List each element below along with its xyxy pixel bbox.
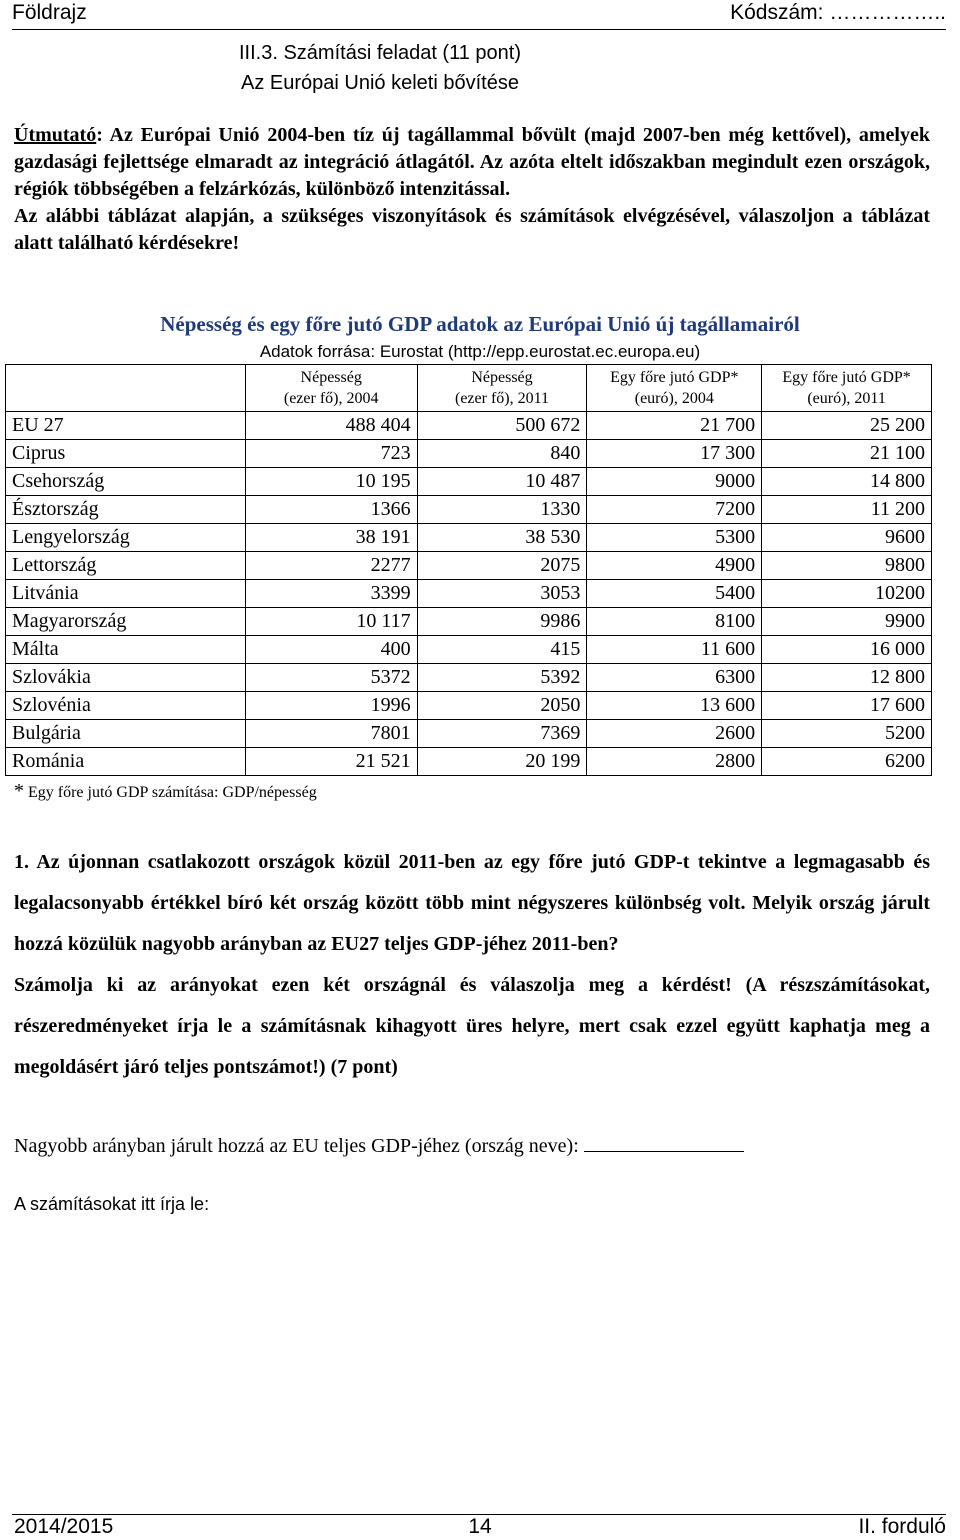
header-cell-pop2011: Népesség (ezer fő), 2011 xyxy=(417,365,587,412)
value-cell: 20 199 xyxy=(417,748,587,776)
value-cell: 14 800 xyxy=(762,468,932,496)
value-cell: 2075 xyxy=(417,552,587,580)
value-cell: 21 521 xyxy=(245,748,417,776)
country-cell: Lengyelország xyxy=(6,524,246,552)
country-cell: Észtország xyxy=(6,496,246,524)
value-cell: 5392 xyxy=(417,664,587,692)
answer-blank-field[interactable] xyxy=(584,1133,744,1152)
table-row xyxy=(6,608,932,636)
table-row xyxy=(6,468,932,496)
value-cell: 21 700 xyxy=(587,412,762,440)
value-cell: 16 000 xyxy=(762,636,932,664)
table-row xyxy=(6,524,932,552)
value-cell: 400 xyxy=(245,636,417,664)
guide-label: Útmutató xyxy=(14,124,97,146)
table-row xyxy=(6,636,932,664)
header-divider xyxy=(12,29,946,30)
value-cell: 4900 xyxy=(587,552,762,580)
value-cell: 2800 xyxy=(587,748,762,776)
value-cell: 1366 xyxy=(245,496,417,524)
value-cell: 7801 xyxy=(245,720,417,748)
footer-page-number: 14 xyxy=(468,1515,492,1538)
instruction-text: Az alábbi táblázat alapján, a szükséges viszonyítások és számítások elvégzésével, válaszoljon a táblázat alatt található kérdésekre! xyxy=(14,205,930,254)
country-cell: Lettország xyxy=(6,552,246,580)
value-cell: 2050 xyxy=(417,692,587,720)
country-cell: Csehország xyxy=(6,468,246,496)
country-cell: Szlovénia xyxy=(6,692,246,720)
value-cell: 10 195 xyxy=(245,468,417,496)
calculation-label: A számításokat itt írja le: xyxy=(14,1194,210,1214)
country-cell: Románia xyxy=(6,748,246,776)
value-cell: 10200 xyxy=(762,580,932,608)
subject-label: Földrajz xyxy=(12,1,87,24)
value-cell: 21 100 xyxy=(762,440,932,468)
value-cell: 9900 xyxy=(762,608,932,636)
country-cell: Ciprus xyxy=(6,440,246,468)
value-cell: 415 xyxy=(417,636,587,664)
country-cell: Litvánia xyxy=(6,580,246,608)
header-cell-country xyxy=(6,365,246,412)
question-block xyxy=(14,842,930,1088)
data-table xyxy=(5,364,932,776)
value-cell: 723 xyxy=(245,440,417,468)
table-row xyxy=(6,496,932,524)
intro-text xyxy=(14,122,930,257)
guide-text: : Az Európai Unió 2004-ben tíz új tagállammal bővült (majd 2007-ben még kettővel), amelyek gazdasági fejlettsége elmaradt az integráció átlagától. Az azóta eltelt időszakban megindult ezen országok, régiók többségében a felzárkózás, különböző intenzitással. xyxy=(14,124,930,200)
table-header-row xyxy=(6,365,932,412)
value-cell: 10 487 xyxy=(417,468,587,496)
table-source: Adatok forrása: Eurostat (http://epp.eurostat.ec.europa.eu) xyxy=(259,342,701,361)
value-cell: 3399 xyxy=(245,580,417,608)
value-cell: 9986 xyxy=(417,608,587,636)
table-footnote xyxy=(14,780,317,803)
value-cell: 8100 xyxy=(587,608,762,636)
value-cell: 38 191 xyxy=(245,524,417,552)
value-cell: 2277 xyxy=(245,552,417,580)
table-row xyxy=(6,748,932,776)
code-label: Kódszám: …………….. xyxy=(730,1,946,24)
value-cell: 1330 xyxy=(417,496,587,524)
value-cell: 5200 xyxy=(762,720,932,748)
value-cell: 11 200 xyxy=(762,496,932,524)
table-title: Népesség és egy főre jutó GDP adatok az Európai Unió új tagállamairól xyxy=(160,312,800,336)
value-cell: 5372 xyxy=(245,664,417,692)
value-cell: 1996 xyxy=(245,692,417,720)
country-cell: Bulgária xyxy=(6,720,246,748)
section-subtitle: Az Európai Unió keleti bővítése xyxy=(241,72,519,94)
answer-line xyxy=(14,1133,744,1158)
table-row xyxy=(6,720,932,748)
value-cell: 17 600 xyxy=(762,692,932,720)
footnote-star: * xyxy=(14,780,24,802)
table-row xyxy=(6,440,932,468)
value-cell: 7369 xyxy=(417,720,587,748)
page-header xyxy=(0,0,960,30)
value-cell: 38 530 xyxy=(417,524,587,552)
table-row xyxy=(6,552,932,580)
value-cell: 488 404 xyxy=(245,412,417,440)
value-cell: 12 800 xyxy=(762,664,932,692)
header-cell-gdp2004: Egy főre jutó GDP* (euró), 2004 xyxy=(587,365,762,412)
value-cell: 17 300 xyxy=(587,440,762,468)
footnote-text: Egy főre jutó GDP számítása: GDP/népesség xyxy=(24,784,317,801)
value-cell: 11 600 xyxy=(587,636,762,664)
header-cell-gdp2011: Egy főre jutó GDP* (euró), 2011 xyxy=(762,365,932,412)
value-cell: 7200 xyxy=(587,496,762,524)
footer-round: II. forduló xyxy=(858,1515,946,1538)
country-cell: EU 27 xyxy=(6,412,246,440)
value-cell: 13 600 xyxy=(587,692,762,720)
value-cell: 6300 xyxy=(587,664,762,692)
value-cell: 10 117 xyxy=(245,608,417,636)
header-cell-pop2004: Népesség (ezer fő), 2004 xyxy=(245,365,417,412)
answer-prompt: Nagyobb arányban járult hozzá az EU teljes GDP-jéhez (ország neve): xyxy=(14,1135,579,1157)
country-cell: Málta xyxy=(6,636,246,664)
table-row xyxy=(6,412,932,440)
table-row xyxy=(6,664,932,692)
value-cell: 5300 xyxy=(587,524,762,552)
value-cell: 3053 xyxy=(417,580,587,608)
value-cell: 9000 xyxy=(587,468,762,496)
value-cell: 9600 xyxy=(762,524,932,552)
country-cell: Szlovákia xyxy=(6,664,246,692)
value-cell: 5400 xyxy=(587,580,762,608)
footer-year: 2014/2015 xyxy=(14,1515,114,1538)
table-row xyxy=(6,692,932,720)
value-cell: 500 672 xyxy=(417,412,587,440)
country-cell: Magyarország xyxy=(6,608,246,636)
question-instruction: Számolja ki az arányokat ezen két országnál és válaszolja meg a kérdést! (A részszámításokat, részeredményeket írja le a számításnak kihagyott üres helyre, mert csak ezzel együtt kaphatja meg a megoldásért járó teljes pontszámot!) (7 pont) xyxy=(14,974,930,1078)
question-text: 1. Az újonnan csatlakozott országok közül 2011-ben az egy főre jutó GDP-t tekintve a legmagasabb és legalacsonyabb értékkel bíró két ország között több mint négyszeres különbség volt. Melyik ország járult hozzá közülük nagyobb arányban az EU27 teljes GDP-jéhez 2011-ben? xyxy=(14,851,930,955)
value-cell: 2600 xyxy=(587,720,762,748)
value-cell: 9800 xyxy=(762,552,932,580)
value-cell: 6200 xyxy=(762,748,932,776)
section-titles xyxy=(0,38,760,98)
table-row xyxy=(6,580,932,608)
value-cell: 840 xyxy=(417,440,587,468)
value-cell: 25 200 xyxy=(762,412,932,440)
section-title: III.3. Számítási feladat (11 pont) xyxy=(239,42,521,64)
